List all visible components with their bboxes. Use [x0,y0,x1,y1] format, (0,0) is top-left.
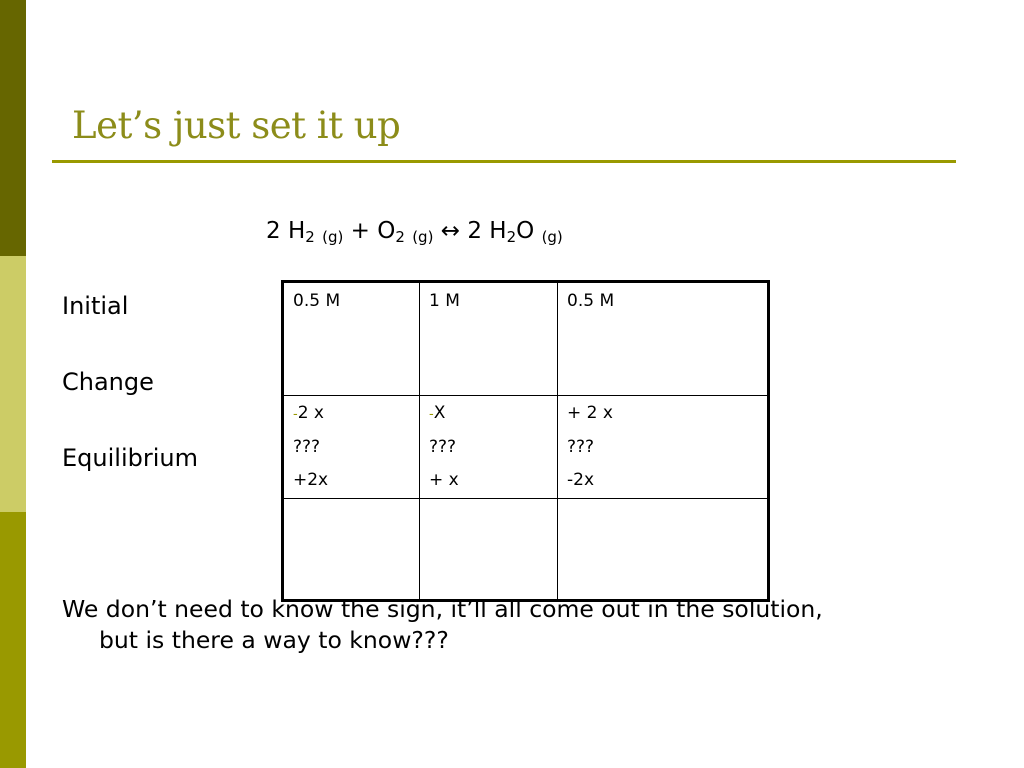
note-line-1: We don’t need to know the sign, it’ll all come out in the solution, [62,595,823,623]
slide-title: Let’s just set it up [72,104,401,147]
initial-cell-h2o: 0.5 M [567,291,615,311]
change-line: -2x [567,470,595,490]
subscript: 2 [305,228,315,246]
change-cell-h2o [558,397,768,497]
change-line [429,397,557,431]
sign-marker: - [429,407,434,422]
sign-marker: - [293,407,298,422]
change-line: ??? [293,437,321,457]
equation-term-o2: + O [350,218,396,244]
change-line [293,397,419,431]
row-label-equilibrium: Equilibrium [62,444,198,472]
change-cell-o2 [420,397,557,497]
equation-term-h2: 2 H [266,218,306,244]
decorative-bar-middle [0,256,26,512]
row-label-initial: Initial [62,292,129,320]
row-label-change: Change [62,368,154,396]
change-value: + 2 x [567,403,613,423]
equilibrium-arrow: ↔ [440,218,461,244]
state-label: (g) [541,228,563,246]
state-label: (g) [322,228,344,246]
change-line: ??? [567,437,595,457]
subscript: 2 [506,228,517,246]
note-line-2: but is there a way to know??? [99,626,449,654]
chemical-equation [266,218,563,246]
change-line: +2x [293,470,329,490]
title-underline [52,160,956,163]
change-line: + x [429,470,459,490]
decorative-bar-bottom [0,512,26,768]
state-label: (g) [412,228,434,246]
decorative-bar-top [0,0,26,256]
change-value: X [433,403,446,423]
ice-table [281,280,770,602]
change-line [567,397,768,431]
initial-cell-h2: 0.5 M [293,291,341,311]
change-line: ??? [429,437,457,457]
initial-cell-o2: 1 M [429,291,460,311]
change-value: 2 x [297,403,324,423]
table-divider [284,498,767,499]
note-text [62,594,1012,656]
change-cell-h2 [284,397,419,497]
subscript: 2 [395,228,405,246]
table-divider [284,395,767,396]
equation-term-o: O [516,218,535,244]
equation-term-h2o: 2 H [467,218,507,244]
